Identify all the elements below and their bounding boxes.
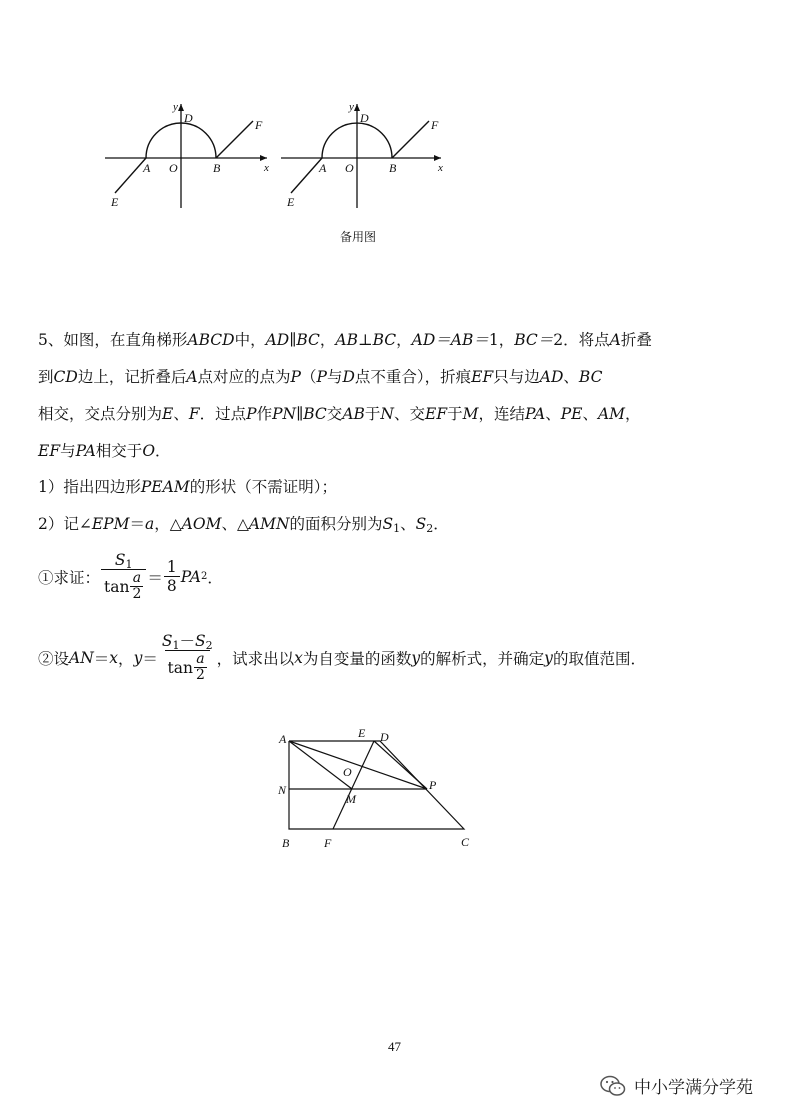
question-2: 2）记∠EPM＝a，△AOM、△AMN的面积分别为$S_1$、$S_2$． <box>38 515 449 535</box>
trapezoid-figure <box>270 722 490 857</box>
page-number: 47 <box>388 1039 401 1054</box>
point-c: C <box>461 835 470 849</box>
graph2-point-a: A <box>319 161 327 175</box>
point-n: N <box>278 783 287 797</box>
graph1-y-label: y <box>173 101 178 113</box>
problem-line-2: 到CD边上，记折叠后A点对应的点为P（P与D点不重合），折痕EF只与边AD、BC <box>38 368 603 386</box>
part-2-function: ②设 AN ＝ x ， y ＝ $S_1-S_2$ tan a 2 ，试求出以 x 为自变量的函数 y 的解析式，并确定 y 的取值范围． <box>38 632 646 683</box>
fraction-s1-over-tan: $S_1$ tan a 2 <box>101 551 146 602</box>
graph2-x-label: x <box>438 162 443 174</box>
problem-line-1: 5、如图，在直角梯形ABCD中，AD∥BC，AB⊥BC，AD＝AB＝1，BC＝2．将点A折叠 <box>38 331 652 349</box>
problem-line-4: EF与PA相交于O． <box>38 442 171 460</box>
graph2-point-f: F <box>431 118 439 132</box>
part-1-prove: ①求证： $S_1$ tan a 2 ＝ $\frac{1}{8}$ PA 2 ． <box>38 551 223 602</box>
function-graph-1 <box>105 101 269 209</box>
graph2-point-e: E <box>287 195 295 209</box>
graph2-point-o: O <box>345 161 354 175</box>
point-m: M <box>346 792 356 806</box>
graph2-y-label: y <box>349 101 354 113</box>
point-d: D <box>380 730 389 744</box>
graph1-point-d: D <box>184 111 193 125</box>
point-o: O <box>343 765 352 779</box>
graph1-point-o: O <box>169 161 178 175</box>
problem-line-3: 相交，交点分别为E、F．过点P作PN∥BC交AB于N、交EF于M，连结PA、PE、AM， <box>38 405 641 423</box>
function-graph-2 <box>281 101 443 209</box>
point-e: E <box>358 726 366 740</box>
graph2-point-b: B <box>389 161 397 175</box>
point-b: B <box>282 836 290 850</box>
graph2-point-d: D <box>360 111 369 125</box>
footer-source: 中小学满分学苑 <box>634 1078 753 1098</box>
footer-watermark <box>600 1073 753 1098</box>
point-f: F <box>324 836 332 850</box>
graph1-point-e: E <box>111 195 119 209</box>
question-1: 1）指出四边形PEAM的形状（不需证明）； <box>38 478 337 496</box>
figure-caption: 备用图 <box>340 230 377 244</box>
point-p: P <box>429 778 437 792</box>
graph1-x-label: x <box>264 162 269 174</box>
fraction-one-eighth: $\frac{1}{8}$ <box>164 559 180 595</box>
graph1-point-f: F <box>255 118 263 132</box>
wechat-icon <box>600 1075 626 1097</box>
fraction-s1-minus-s2-over-tan: $S_1-S_2$ tan a 2 <box>161 632 213 683</box>
graph1-point-b: B <box>213 161 221 175</box>
graph1-point-a: A <box>143 161 151 175</box>
function-graph-figures <box>95 92 475 217</box>
point-a: A <box>279 732 287 746</box>
